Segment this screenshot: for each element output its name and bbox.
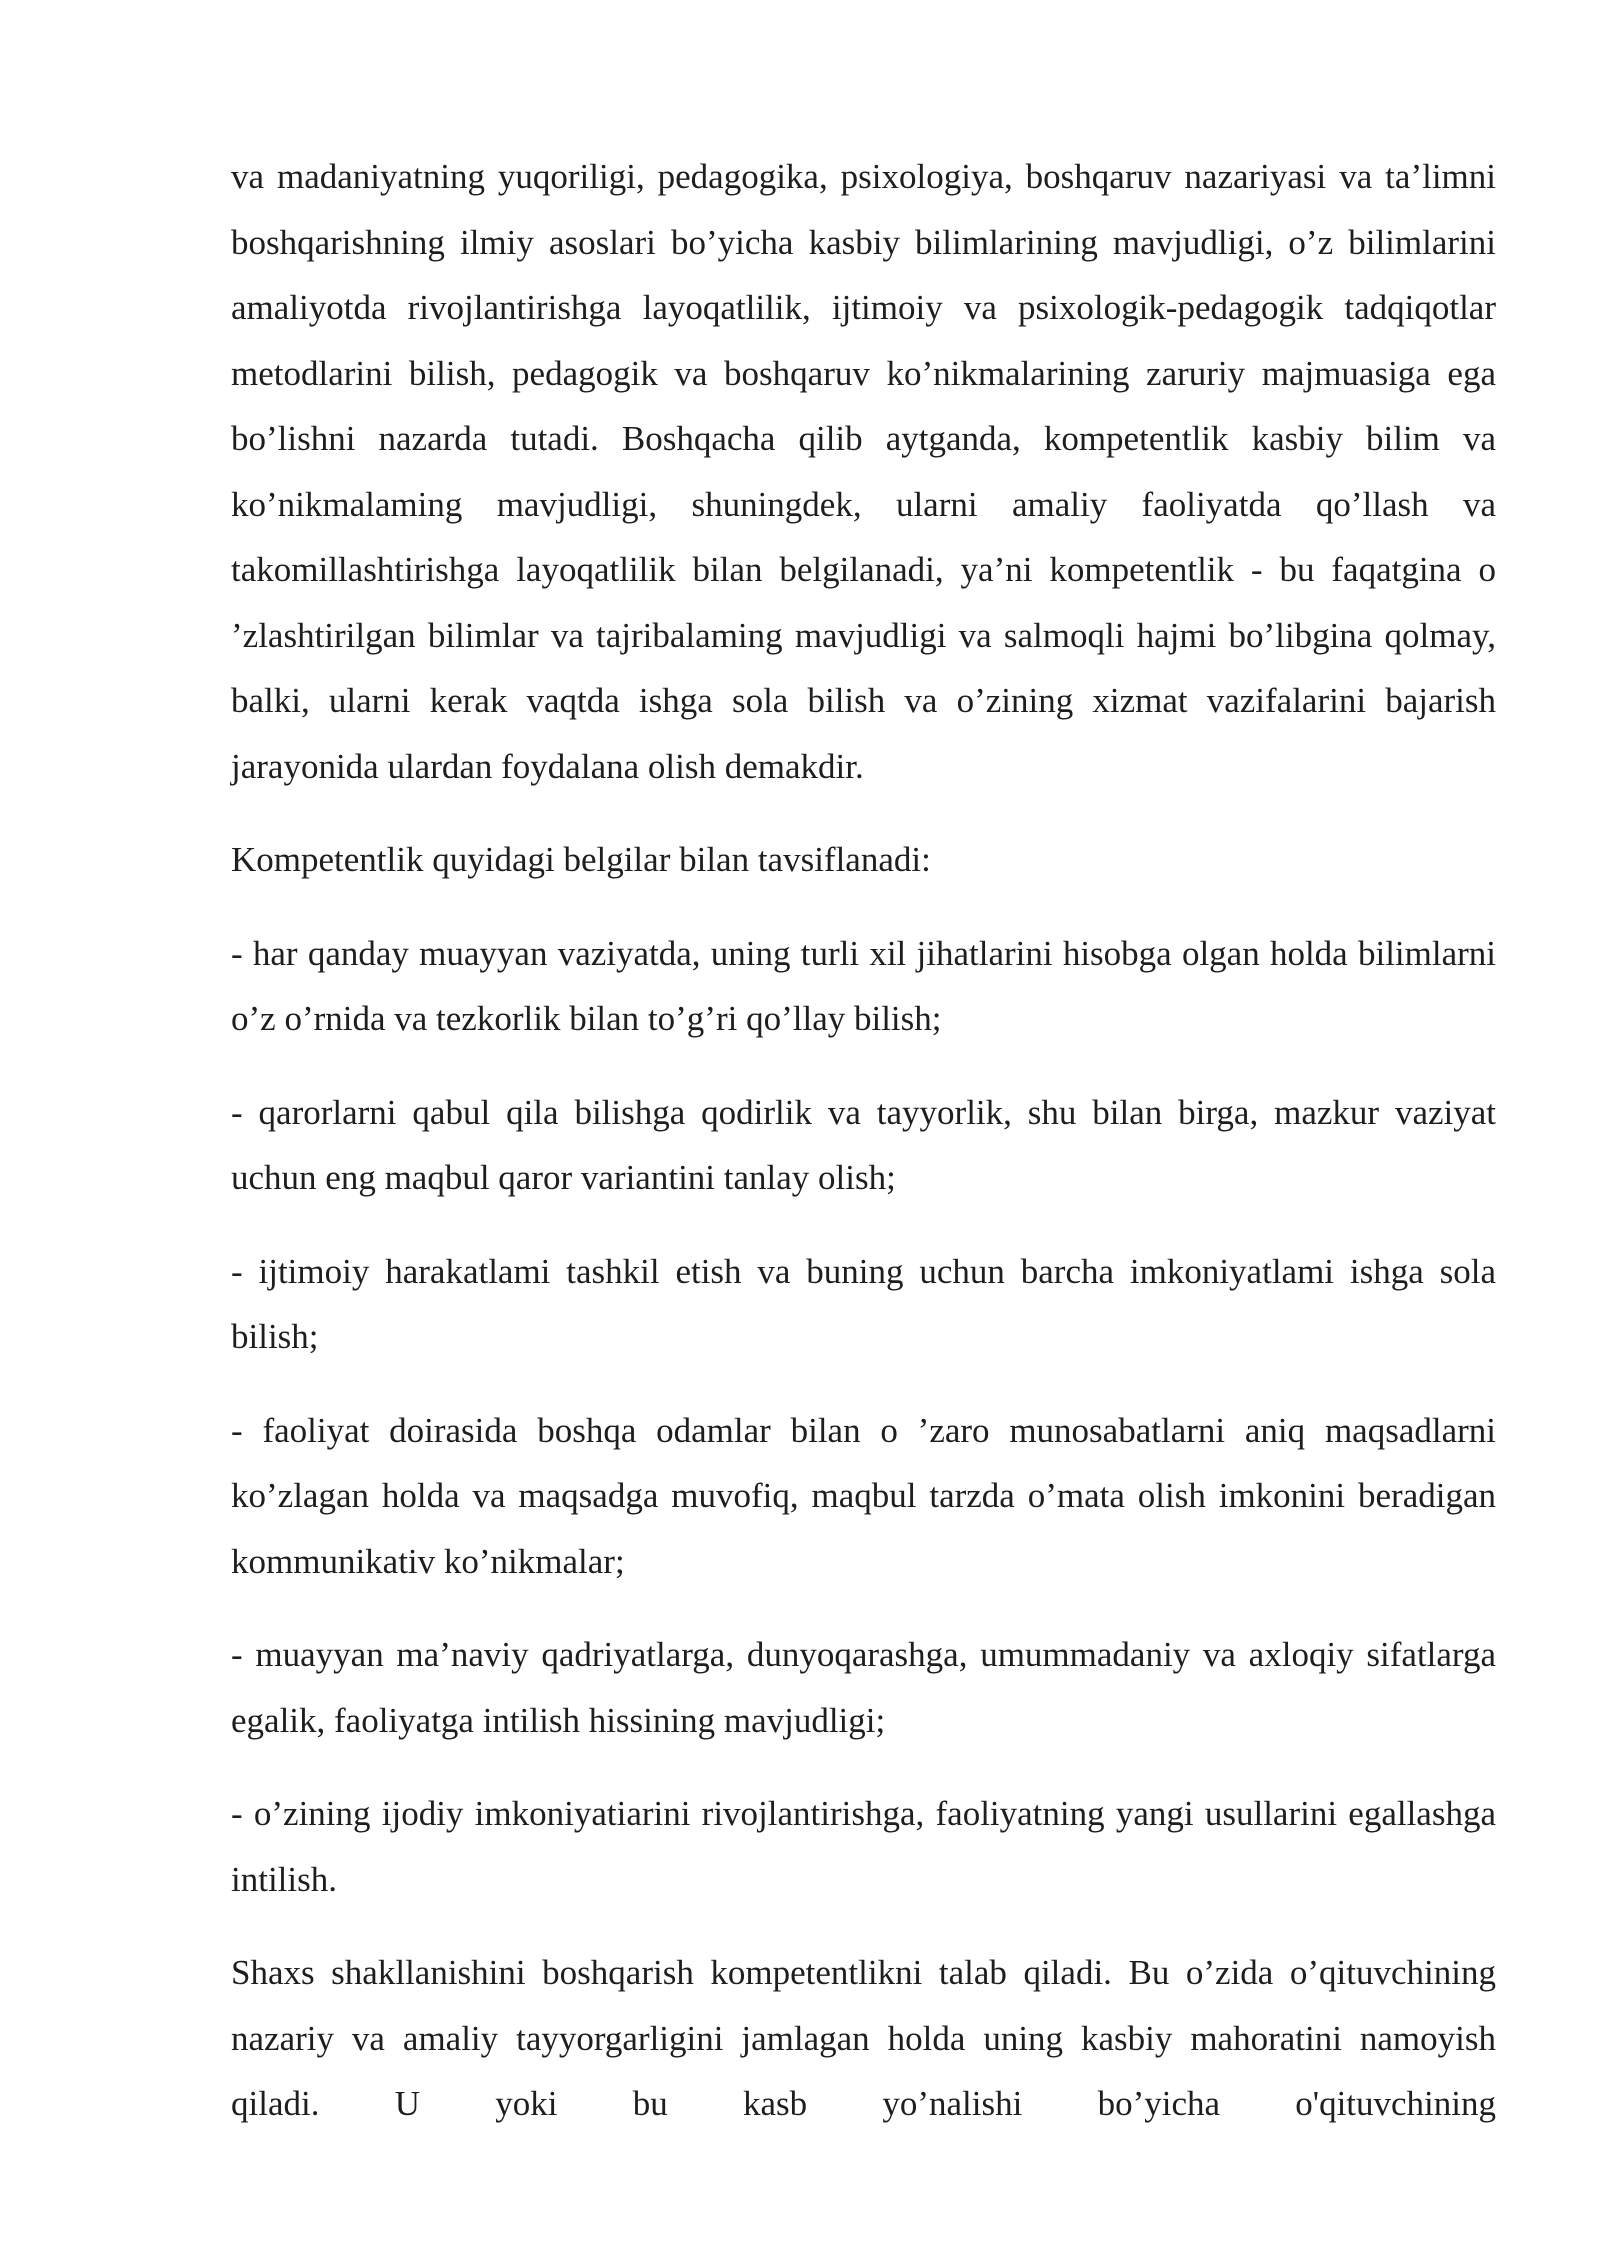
list-item-decision-making: - qarorlarni qabul qila bilishga qodirlik va tayyorlik, shu bilan birga, mazkur vaziyat uchun eng maqbul qaror variantini tanlay olish; bbox=[231, 1092, 1496, 1197]
list-item-applying-knowledge: - har qanday muayyan vaziyatda, uning turli xil jihatlarini hisobga olgan holda bilimlarni o’z o’rnida va tezkorlik bilan to’g’ri qo’llay bilish; bbox=[231, 933, 1496, 1038]
list-item-communication-skills: - faoliyat doirasida boshqa odamlar bilan o ’zaro munosabatlarni aniq maqsadlarni ko’zlagan holda va maqsadga muvofiq, maqbul tarzda o’mata olish imkonini beradigan kommunikativ ko’nikmalar; bbox=[231, 1410, 1496, 1581]
paragraph-characteristics-heading: Kompetentlik quyidagi belgilar bilan tavsiflanadi: bbox=[231, 840, 931, 879]
list-item-creative-development: - o’zining ijodiy imkoniyatiarini rivojlantirishga, faoliyatning yangi usullarini egallashga intilish. bbox=[231, 1794, 1496, 1899]
list-item-moral-values: - muayyan ma’naviy qadriyatlarga, dunyoqarashga, umummadaniy va axloqiy sifatlarga egalik, faoliyatga intilish hissining mavjudligi; bbox=[231, 1635, 1496, 1740]
paragraph-personality-formation: Shaxs shakllanishini boshqarish kompetentlikni talab qiladi. Bu o’zida o’qituvchining nazariy va amaliy tayyorgarligini jamlagan holda uning kasbiy mahoratini namoyish qiladi. U yoki bu kasb yo’nalishi bo’yicha o'qituvchining bbox=[231, 1953, 1496, 2123]
paragraph-intro-continuation: va madaniyatning yuqoriligi, pedagogika, psixologiya, boshqaruv nazariyasi va ta’limni boshqarishning ilmiy asoslari bo’yicha kasbiy bilimlarining mavjudligi, o’z bilimlarini amaliyotda rivojlantirishga layoqatlilik, ijtimoiy va psixologik-pedagogik tadqiqotlar metodlarini bilish, pedagogik va boshqaruv ko’nikmalarining zaruriy majmuasiga ega bo’lishni nazarda tutadi. Boshqacha qilib aytganda, kompetentlik kasbiy bilim va ko’nikmalaming mavjudligi, shuningdek, ularni amaliy faoliyatda qo’llash va takomillashtirishga layoqatlilik bilan belgilanadi, ya’ni kompetentlik - bu faqatgina o ’zlashtirilgan bilimlar va tajribalaming mavjudligi va salmoqli hajmi bo’libgina qolmay, balki, ularni kerak vaqtda ishga sola bilish va o’zining xizmat vazifalarini bajarish jarayonida ulardan foydalana olish demakdir. bbox=[231, 157, 1496, 786]
document-body bbox=[231, 144, 1496, 2137]
list-item-social-actions: - ijtimoiy harakatlami tashkil etish va buning uchun barcha imkoniyatlami ishga sola bilish; bbox=[231, 1251, 1496, 1356]
